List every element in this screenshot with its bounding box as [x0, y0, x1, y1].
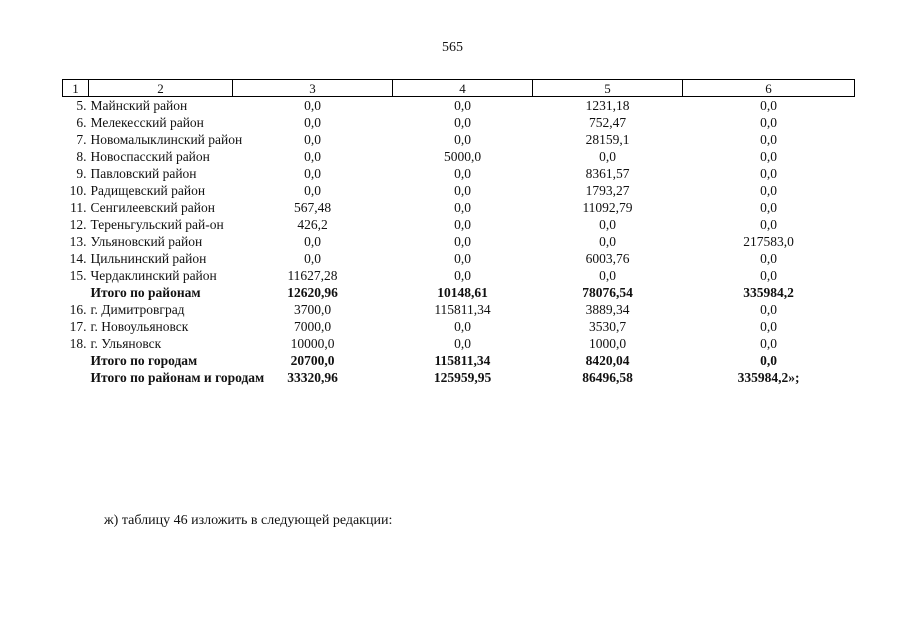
row-name: [89, 318, 233, 335]
cell-col-4-text: 0,0: [454, 115, 471, 130]
cell-col-4: [393, 250, 533, 267]
cell-col-5-text: 8361,57: [585, 166, 630, 181]
cell-col-4-text: 115811,34: [434, 302, 491, 317]
table-row: [63, 233, 855, 250]
cell-col-4: [393, 182, 533, 199]
row-name-text: Чердаклинский район: [90, 268, 217, 283]
row-number-text: 12.: [69, 217, 87, 232]
cell-col-4-text: 0,0: [454, 217, 471, 232]
cell-col-4-text: 0,0: [454, 132, 471, 147]
cell-col-3-text: 20700,0: [290, 353, 335, 368]
cell-col-3: [233, 250, 393, 267]
row-number-text: 14.: [69, 251, 87, 266]
cell-col-6-text: 0,0: [760, 166, 777, 181]
cell-col-6-text: 0,0: [760, 115, 777, 130]
cell-col-3: [233, 352, 393, 369]
table-header-row: [63, 80, 855, 97]
cell-col-6-text: 0,0: [760, 217, 777, 232]
row-name: [89, 216, 233, 233]
row-name: [89, 114, 233, 131]
cell-col-3-text: 0,0: [304, 166, 321, 181]
cell-col-5-text: 3530,7: [588, 319, 627, 334]
row-name: [89, 250, 233, 267]
cell-col-3: [233, 131, 393, 148]
cell-col-3: [233, 284, 393, 301]
cell-col-5: [533, 335, 683, 352]
table-total-row: [63, 352, 855, 369]
cell-col-5: [533, 165, 683, 182]
table-row: [63, 267, 855, 284]
cell-col-4: [393, 301, 533, 318]
header-cell-3: 3: [233, 80, 393, 97]
cell-col-6-text: 0,0: [760, 319, 777, 334]
row-number-text: 15.: [69, 268, 87, 283]
row-name: [89, 284, 233, 301]
row-number-text: 16.: [69, 302, 87, 317]
row-name: [89, 97, 233, 115]
cell-col-5: [533, 352, 683, 369]
cell-col-3: [233, 148, 393, 165]
row-name: [89, 352, 233, 369]
row-name-text: Радищевский район: [90, 183, 206, 198]
cell-col-4: [393, 267, 533, 284]
row-number: [63, 114, 89, 131]
cell-col-3-text: 0,0: [304, 98, 321, 113]
cell-col-5: [533, 318, 683, 335]
table-row: [63, 199, 855, 216]
row-number: [63, 352, 89, 369]
cell-col-5: [533, 267, 683, 284]
row-number: [63, 284, 89, 301]
cell-col-3-text: 426,2: [297, 217, 328, 232]
cell-col-4-text: 5000,0: [443, 149, 482, 164]
cell-col-3-text: 10000,0: [290, 336, 335, 351]
table-row: [63, 250, 855, 267]
cell-col-6-text: 0,0: [760, 353, 777, 368]
cell-col-5-text: 6003,76: [585, 251, 630, 266]
cell-col-6-text: 0,0: [760, 336, 777, 351]
cell-col-4-text: 0,0: [454, 319, 471, 334]
row-number: [63, 216, 89, 233]
cell-col-5: [533, 199, 683, 216]
row-name: [89, 199, 233, 216]
cell-col-3: [233, 318, 393, 335]
table-row: [63, 301, 855, 318]
table-total-row: [63, 284, 855, 301]
cell-col-5: [533, 284, 683, 301]
row-name-text: Итого по районам и городам: [90, 370, 265, 385]
row-name-text: Цильнинский район: [90, 251, 207, 266]
cell-col-5-text: 0,0: [599, 149, 616, 164]
cell-col-3-text: 567,48: [293, 200, 332, 215]
cell-col-3-text: 12620,96: [287, 285, 338, 300]
page-number: 565: [442, 40, 463, 55]
header-cell-2: 2: [89, 80, 233, 97]
cell-col-3-text: 11627,28: [287, 268, 338, 283]
row-number: [63, 369, 89, 386]
row-name: [89, 165, 233, 182]
row-name-text: Итого по городам: [90, 353, 198, 368]
cell-col-5-text: 1231,18: [585, 98, 630, 113]
cell-col-6-text: 0,0: [760, 268, 777, 283]
header-cell-6: 6: [683, 80, 855, 97]
cell-col-6: [683, 199, 855, 216]
cell-col-5: [533, 148, 683, 165]
cell-col-6: [683, 165, 855, 182]
cell-col-6: [683, 267, 855, 284]
cell-col-3: [233, 216, 393, 233]
cell-col-3: [233, 114, 393, 131]
row-number: [63, 182, 89, 199]
cell-col-6: [683, 318, 855, 335]
cell-col-6: [683, 369, 855, 386]
row-name: [89, 369, 265, 386]
row-number: [63, 131, 89, 148]
row-number-text: 9.: [76, 166, 87, 181]
cell-col-6: [683, 148, 855, 165]
cell-col-5-text: 28159,1: [585, 132, 630, 147]
row-name-text: Майнский район: [90, 98, 188, 113]
cell-col-5: [533, 369, 683, 386]
cell-col-5: [533, 233, 683, 250]
cell-col-5: [533, 250, 683, 267]
cell-col-4: [393, 97, 533, 115]
row-number: [63, 301, 89, 318]
cell-col-4-text: 0,0: [454, 251, 471, 266]
cell-col-4: [393, 165, 533, 182]
cell-col-6-text: 0,0: [760, 302, 777, 317]
row-number: [63, 97, 89, 115]
cell-col-3: [233, 301, 393, 318]
table-row: [63, 182, 855, 199]
cell-col-4-text: 10148,61: [437, 285, 488, 300]
table-row: [63, 335, 855, 352]
header-cell-5: 5: [533, 80, 683, 97]
header-cell-4: 4: [393, 80, 533, 97]
row-name: [89, 182, 233, 199]
cell-col-3: [233, 165, 393, 182]
cell-col-3: [233, 182, 393, 199]
cell-col-5: [533, 114, 683, 131]
header-cell-1: 1: [63, 80, 89, 97]
row-number-text: 5.: [76, 98, 87, 113]
row-name-text: Новоспасский район: [90, 149, 210, 164]
footer-instruction: ж) таблицу 46 изложить в следующей редакции:: [104, 513, 393, 528]
cell-col-5-text: 752,47: [588, 115, 627, 130]
cell-col-5-text: 1000,0: [588, 336, 627, 351]
cell-col-3: [233, 199, 393, 216]
cell-col-4-text: 115811,34: [434, 353, 491, 368]
cell-col-4: [393, 131, 533, 148]
cell-col-4-text: 125959,95: [433, 370, 492, 385]
cell-col-3: [233, 335, 393, 352]
table-row: [63, 165, 855, 182]
cell-col-6: [683, 250, 855, 267]
cell-col-6-text: 0,0: [760, 132, 777, 147]
cell-col-6: [683, 114, 855, 131]
row-name: [89, 267, 233, 284]
cell-col-5-text: 78076,54: [582, 285, 633, 300]
cell-col-3-text: 0,0: [304, 183, 321, 198]
closing-quote-suffix: »;: [788, 370, 800, 385]
cell-col-3-text: 0,0: [304, 132, 321, 147]
cell-col-5-text: 3889,34: [585, 302, 630, 317]
row-number-text: 7.: [76, 132, 87, 147]
cell-col-4-text: 0,0: [454, 234, 471, 249]
row-number-text: 6.: [76, 115, 87, 130]
cell-col-6-text: 335984,2: [737, 370, 789, 385]
cell-col-6: [683, 216, 855, 233]
table-row: [63, 97, 855, 115]
table-row: [63, 148, 855, 165]
table-row: [63, 318, 855, 335]
row-name-text: г. Димитровград: [90, 302, 185, 317]
cell-col-6-text: 217583,0: [743, 234, 794, 249]
row-name-text: Мелекесский район: [90, 115, 204, 130]
cell-col-3-text: 3700,0: [293, 302, 332, 317]
cell-col-4-text: 0,0: [454, 200, 471, 215]
cell-col-4-text: 0,0: [454, 183, 471, 198]
cell-col-6: [683, 352, 855, 369]
cell-col-6-text: 335984,2: [743, 285, 794, 300]
cell-col-3: [233, 267, 393, 284]
table-body: [63, 80, 855, 387]
cell-col-6: [683, 301, 855, 318]
cell-col-4: [393, 114, 533, 131]
row-name: [89, 233, 233, 250]
row-number: [63, 199, 89, 216]
row-number: [63, 267, 89, 284]
cell-col-4: [393, 199, 533, 216]
cell-col-6-text: 0,0: [760, 149, 777, 164]
cell-col-6: [683, 131, 855, 148]
row-number-text: 10.: [69, 183, 87, 198]
cell-col-4-text: 0,0: [454, 336, 471, 351]
cell-col-3-text: 0,0: [304, 251, 321, 266]
cell-col-5: [533, 216, 683, 233]
cell-col-6-text: 0,0: [760, 98, 777, 113]
cell-col-5-text: 0,0: [599, 234, 616, 249]
table-row: [63, 216, 855, 233]
cell-col-4: [393, 335, 533, 352]
cell-col-4: [393, 352, 533, 369]
row-name-text: Новомалыклинский район: [90, 132, 243, 147]
row-number-text: 8.: [76, 149, 87, 164]
row-name: [89, 148, 233, 165]
row-name-text: Сенгилеевский район: [90, 200, 215, 215]
cell-col-3: [233, 97, 393, 115]
row-number: [63, 165, 89, 182]
cell-col-5: [533, 182, 683, 199]
cell-col-4: [393, 284, 533, 301]
cell-col-5: [533, 131, 683, 148]
row-number-text: 13.: [69, 234, 87, 249]
row-number: [63, 335, 89, 352]
row-number: [63, 250, 89, 267]
cell-col-6: [683, 182, 855, 199]
cell-col-6: [683, 233, 855, 250]
cell-col-3-text: 0,0: [304, 234, 321, 249]
row-name-text: Павловский район: [90, 166, 197, 181]
cell-col-3-text: 7000,0: [293, 319, 332, 334]
cell-col-6-text: 0,0: [760, 251, 777, 266]
cell-col-5-text: 86496,58: [582, 370, 633, 385]
data-table: [62, 79, 855, 386]
cell-col-6-text: 0,0: [760, 200, 777, 215]
table-row: [63, 131, 855, 148]
row-name-text: г. Ульяновск: [90, 336, 162, 351]
cell-col-4: [393, 369, 533, 386]
row-number: [63, 233, 89, 250]
cell-col-3-text: 0,0: [304, 149, 321, 164]
cell-col-4-text: 0,0: [454, 98, 471, 113]
cell-col-6-text: 0,0: [760, 183, 777, 198]
cell-col-4: [393, 216, 533, 233]
cell-col-4: [393, 318, 533, 335]
cell-col-3: [233, 233, 393, 250]
cell-col-4: [393, 148, 533, 165]
cell-col-5: [533, 97, 683, 115]
cell-col-3-text: 33320,96: [287, 370, 338, 385]
cell-col-4-text: 0,0: [454, 268, 471, 283]
cell-col-5-text: 11092,79: [582, 200, 633, 215]
row-name: [89, 335, 233, 352]
row-number-text: 11.: [70, 200, 87, 215]
table-row: [63, 114, 855, 131]
row-number-text: 17.: [69, 319, 87, 334]
cell-col-6: [683, 97, 855, 115]
cell-col-3-text: 0,0: [304, 115, 321, 130]
cell-col-5-text: 0,0: [599, 268, 616, 283]
row-name-text: Итого по районам: [90, 285, 201, 300]
row-name-text: г. Новоульяновск: [90, 319, 189, 334]
cell-col-5-text: 8420,04: [585, 353, 630, 368]
row-name: [89, 131, 243, 148]
row-number: [63, 148, 89, 165]
table-total-row: [63, 369, 855, 386]
row-name-text: Ульяновский район: [90, 234, 203, 249]
cell-col-6: [683, 284, 855, 301]
row-number-text: 18.: [69, 336, 87, 351]
cell-col-4-text: 0,0: [454, 166, 471, 181]
cell-col-6: [683, 335, 855, 352]
cell-col-4: [393, 233, 533, 250]
row-number: [63, 318, 89, 335]
cell-col-5: [533, 301, 683, 318]
cell-col-5-text: 1793,27: [585, 183, 630, 198]
row-name: [89, 301, 233, 318]
cell-col-5-text: 0,0: [599, 217, 616, 232]
row-name-text: Тереньгульский рай-он: [90, 217, 224, 232]
